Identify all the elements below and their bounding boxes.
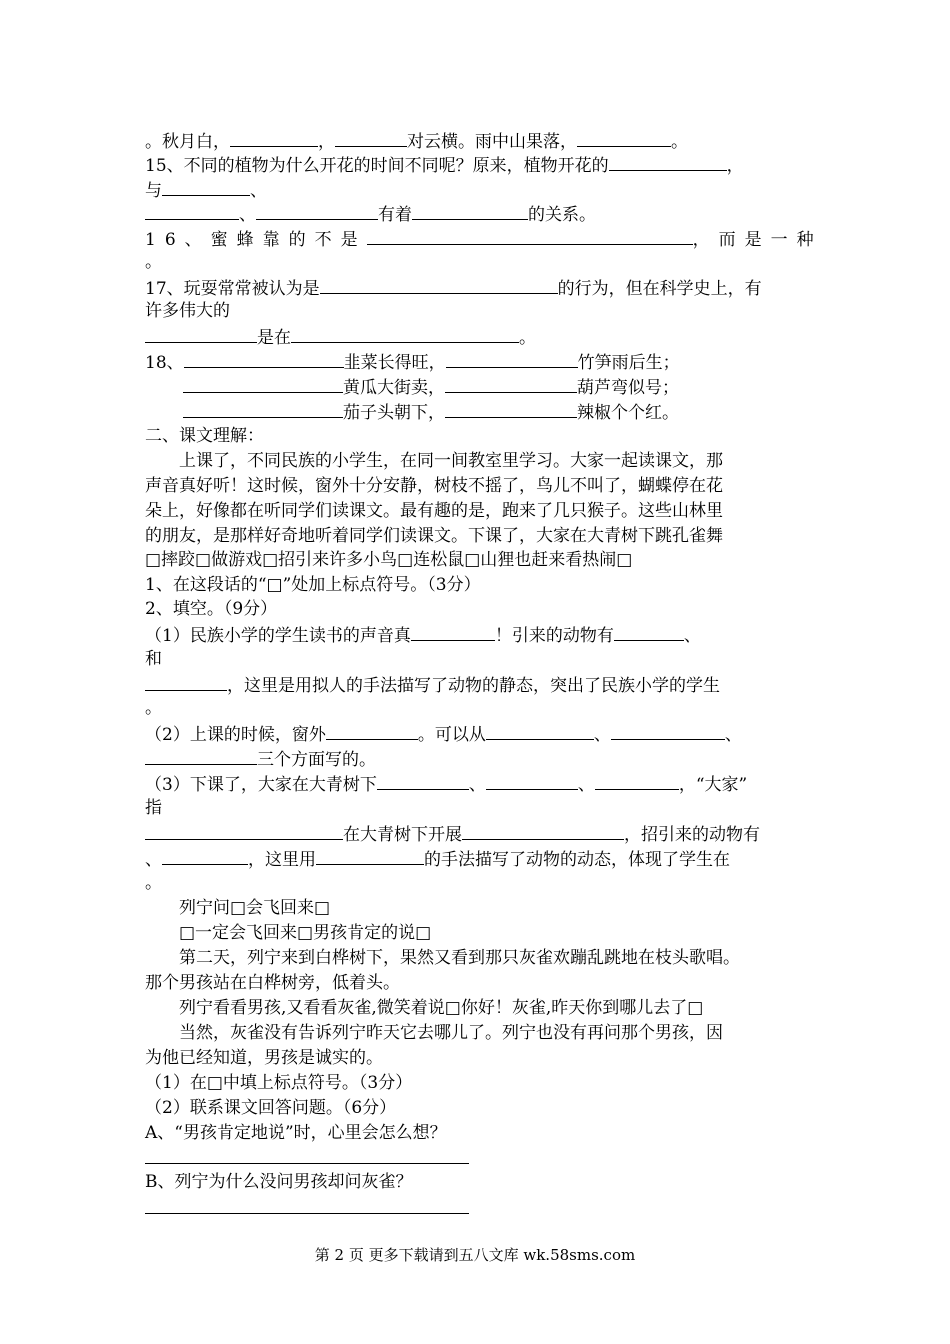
question-b: B、列宁为什么没问男孩却问灰雀？: [145, 1172, 413, 1192]
fill-item-1-cont2: ，这里是用拟人的手法描写了动物的静态，突出了民族小学的学生: [145, 672, 810, 698]
blank[interactable]: [145, 324, 257, 343]
reading-line: 为他已经知道，男孩是诚实的。: [145, 1048, 383, 1068]
answer-line-b[interactable]: [145, 1213, 469, 1214]
blank[interactable]: [145, 821, 343, 840]
question-18-line1: 18、 韭菜长得旺， 竹笋雨后生；: [145, 349, 810, 375]
question-17-cont: 许多伟大的: [145, 301, 230, 321]
fill-item-3-cont: 指: [145, 798, 162, 818]
fill-item-3: （3）下课了，大家在大青树下 、 、 ，“大家”: [145, 771, 810, 797]
blank[interactable]: [145, 201, 239, 220]
task-1: 1、在这段话的“□”处加上标点符号。（3分）: [145, 575, 481, 595]
blank[interactable]: [256, 201, 378, 220]
blank[interactable]: [611, 721, 725, 740]
section-heading: 二、课文理解：: [145, 426, 264, 446]
reading-line: 第二天，列宁来到白桦树下，果然又看到那只灰雀欢蹦乱跳地在枝头歌唱。: [179, 948, 740, 968]
blank[interactable]: [486, 721, 594, 740]
question-18-line2: 黄瓜大街卖， 葫芦弯似号；: [145, 374, 848, 400]
blank[interactable]: [462, 821, 624, 840]
blank[interactable]: [145, 746, 257, 765]
fill-item-3-cont2: 在大青树下开展 ，招引来的动物有: [145, 821, 810, 847]
reading-line: 列宁问□会飞回来□: [179, 898, 331, 918]
question-15-cont2: 、 有着 的关系。: [145, 201, 810, 227]
poem-fill-line: 。秋月白， ， 对云横。雨中山果落， 。: [145, 128, 810, 154]
question-c1: （1）在□中填上标点符号。（3分）: [145, 1073, 413, 1093]
blank[interactable]: [335, 128, 407, 147]
question-a: A、“男孩肯定地说”时，心里会怎么想？: [145, 1123, 447, 1143]
question-15-cont: 与 、: [145, 177, 810, 203]
blank[interactable]: [162, 846, 248, 865]
reading-line: □一定会飞回来□男孩肯定的说□: [179, 923, 432, 943]
blank[interactable]: [445, 399, 577, 418]
blank[interactable]: [412, 201, 528, 220]
task-2: 2、填空。（9分）: [145, 599, 278, 619]
answer-line-a[interactable]: [145, 1163, 469, 1164]
blank[interactable]: [609, 152, 727, 171]
blank[interactable]: [377, 771, 469, 790]
question-17: 17、玩耍常常被认为是 的行为，但在科学史上，有: [145, 275, 810, 301]
reading-line: 当然，灰雀没有告诉列宁昨天它去哪儿了。列宁也没有再问那个男孩，因: [179, 1023, 723, 1043]
blank[interactable]: [614, 622, 684, 641]
passage-line: 朵上，好像都在听同学们读课文。最有趣的是，跑来了几只猴子。这些山林里: [145, 501, 723, 521]
fill-item-2: （2）上课的时候，窗外 。可以从 、 、: [145, 721, 810, 747]
blank[interactable]: [595, 771, 679, 790]
fill-item-1-cont: 和: [145, 649, 162, 669]
blank[interactable]: [486, 771, 578, 790]
fill-item-2-cont: 三个方面写的。: [145, 746, 810, 772]
blank[interactable]: [184, 349, 344, 368]
blank[interactable]: [162, 177, 250, 196]
blank[interactable]: [230, 128, 318, 147]
question-16: 16、蜜蜂靠的不是 ，而是一种: [145, 226, 810, 252]
blank[interactable]: [320, 275, 558, 294]
blank[interactable]: [316, 846, 424, 865]
blank[interactable]: [445, 374, 577, 393]
passage-line: □摔跤□做游戏□招引来许多小鸟□连松鼠□山狸也赶来看热闹□: [145, 550, 633, 570]
passage-line: 的朋友，是那样好奇地听着同学们读课文。下课了，大家在大青树下跳孔雀舞: [145, 526, 723, 546]
page-footer: 第 2 页 更多下载请到五八文库 wk.58sms.com: [314, 1246, 636, 1264]
blank[interactable]: [183, 374, 343, 393]
question-17-cont2: 是在 。: [145, 324, 810, 350]
reading-line: 列宁看看男孩,又看看灰雀,微笑着说□你好！灰雀,昨天你到哪儿去了□: [179, 998, 704, 1018]
passage-line: 声音真好听！这时候，窗外十分安静，树枝不摇了，鸟儿不叫了，蝴蝶停在花: [145, 476, 723, 496]
fill-item-3-cont3: 、 ，这里用 的手法描写了动物的动态，体现了学生在: [145, 846, 810, 872]
question-15: 15、不同的植物为什么开花的时间不同呢？原来，植物开花的 ，: [145, 152, 810, 178]
reading-line: 那个男孩站在白桦树旁，低着头。: [145, 973, 400, 993]
blank[interactable]: [291, 324, 519, 343]
question-16-end: 。: [145, 252, 162, 272]
passage-line: 上课了，不同民族的小学生，在同一间教室里学习。大家一起读课文，那: [179, 451, 723, 471]
blank[interactable]: [577, 128, 671, 147]
fill-item-1: （1）民族小学的学生读书的声音真 ！引来的动物有 、: [145, 622, 810, 648]
blank[interactable]: [367, 226, 693, 245]
blank[interactable]: [145, 672, 227, 691]
blank[interactable]: [411, 622, 495, 641]
question-18-line3: 茄子头朝下， 辣椒个个红。: [145, 399, 848, 425]
fill-item-1-end: 。: [145, 698, 162, 718]
fill-item-3-end: 。: [145, 873, 162, 893]
question-c2: （2）联系课文回答问题。（6分）: [145, 1098, 397, 1118]
blank[interactable]: [183, 399, 343, 418]
blank[interactable]: [446, 349, 578, 368]
blank[interactable]: [326, 721, 418, 740]
